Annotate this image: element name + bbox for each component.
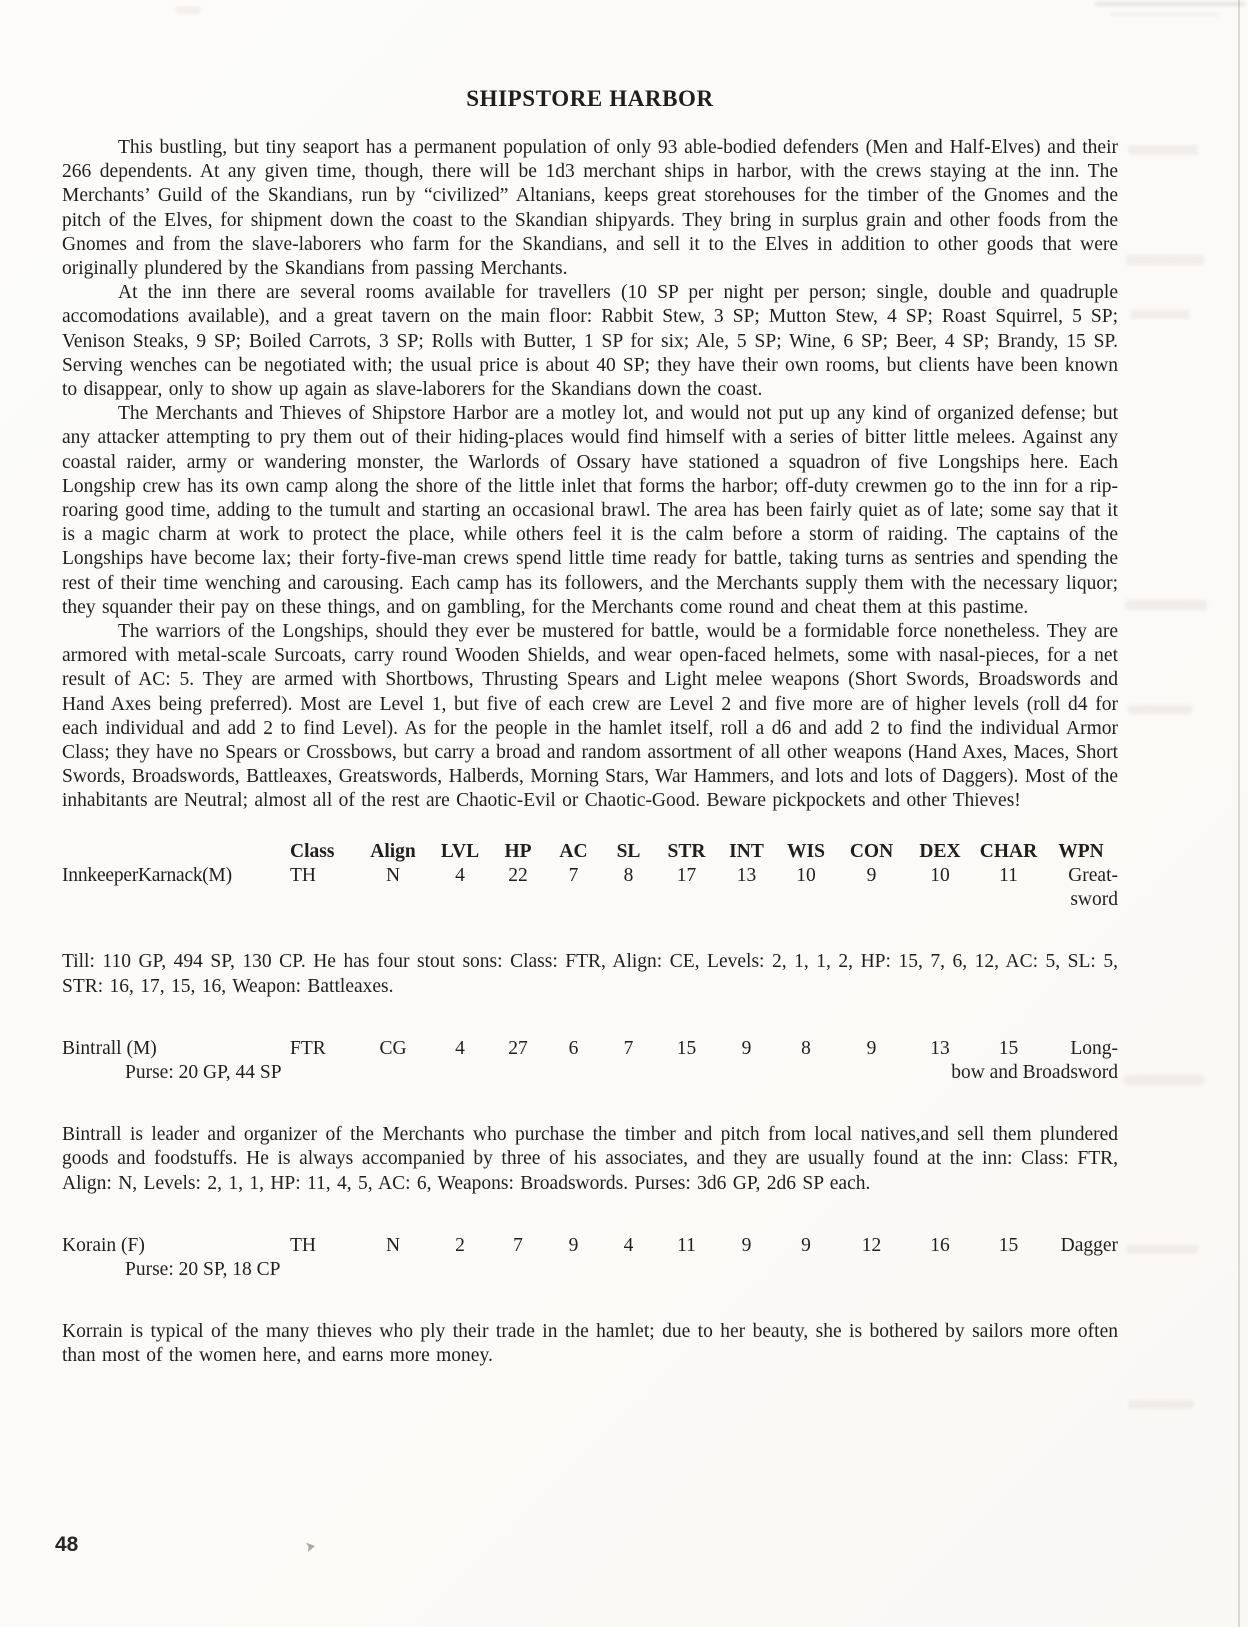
text-column <box>62 0 1118 1369</box>
stat-value: 2 <box>455 1234 465 1256</box>
stat-value: 4 <box>455 1037 465 1059</box>
stat-header: STR <box>667 840 706 862</box>
stat-value: 15 <box>998 1234 1019 1256</box>
stat-header: WIS <box>787 840 825 862</box>
stat-header: INT <box>729 840 764 862</box>
stat-header: HP <box>504 840 532 862</box>
purse-value: Purse: 20 SP, 18 CP <box>125 1258 281 1280</box>
weapon-value: Great- <box>1068 864 1118 886</box>
stat-value: 11 <box>999 864 1018 886</box>
stat-value: 8 <box>801 1037 811 1059</box>
stat-value: N <box>385 864 401 886</box>
body-paragraph: The Merchants and Thieves of Shipstore Harbor are a motley lot, and would not put up any kind of organized defense; but any attacker attempting to pry them out of their hiding-places would find himself with a series of bitter little melees. Against any coastal raider, army or wandering monster, the Warlords of Ossary have stationed a squadron of five Longships here. Each Longship crew has its own camp along the shore of the little inlet that forms the harbor; off-duty crewmen go to the inn for a rip-roaring good time, adding to the tumult and starting an occasional brawl. The area has been fairly quiet as of late; some say that it is a magic charm at work to protect the place, while others feel it is the calm before a storm of raiding. The captains of the Longships have become lax; their forty-five-man crews spend little time ready for battle, taking turns as sentries and spending the rest of their time wenching and carousing. Each camp has its followers, and the Merchants supply them with the necessary liquor; they squander their pay on these things, and on gambling, for the Merchants come round and cheat them at this pastime. <box>62 403 1118 618</box>
stat-value: 8 <box>623 864 634 886</box>
stat-value: 9 <box>866 864 877 886</box>
npc-stat-table <box>62 840 1118 1369</box>
stat-header: CON <box>849 840 894 862</box>
scan-artifact <box>1126 255 1204 265</box>
stat-value: TH <box>290 1234 316 1256</box>
stat-value: 13 <box>930 1037 950 1059</box>
npc-name: Korain (F) <box>62 1234 145 1256</box>
stat-value: 27 <box>508 1037 528 1059</box>
page-edge-shadow <box>1238 0 1240 1627</box>
table-row-continuation <box>62 1061 1118 1085</box>
stat-value: 12 <box>861 1234 882 1256</box>
stat-value: 4 <box>623 1234 634 1256</box>
stat-value: 9 <box>866 1037 877 1059</box>
scan-artifact <box>1095 2 1245 6</box>
stat-value: 10 <box>796 864 816 886</box>
table-row-continuation <box>62 888 1118 912</box>
stat-value: 9 <box>801 1234 811 1256</box>
stat-value: 9 <box>741 1037 752 1059</box>
body-paragraph: This bustling, but tiny seaport has a permanent population of only 93 able-bodied defenders (Men and Half-Elves) and their 266 dependents. At any given time, though, there will be 1d3 merchant ships in harbor, with the crews staying at the inn. The Merchants’ Guild of the Skandians, run by “civilized” Altanians, keeps great storehouses for the timber of the Gnomes and the pitch of the Elves, for shipment down the coast to the Skandian shipyards. They bring in surplus grain and other foods from the Gnomes and from the slave-laborers who farm for the Skandians, and sell it to the Elves in addition to other goods that were originally plundered by the Skandians from passing Merchants. <box>62 137 1118 280</box>
table-row-korain <box>62 1234 1118 1258</box>
npc-note: Till: 110 GP, 494 SP, 130 CP. He has four stout sons: Class: FTR, Align: CE, Levels: 2, 1, 1, 2, HP: 15, 7, 6, 12, AC: 5, SL: 5, STR: 16, 17, 15, 16, Weapon: Battleaxes. <box>62 951 1118 997</box>
stat-header: LVL <box>440 840 480 862</box>
weapon-value-continuation: bow and Broadsword <box>951 1061 1118 1083</box>
page-number: 48 <box>55 1533 79 1556</box>
scan-artifact <box>175 7 201 14</box>
table-row-innkeeper-karnack <box>62 864 1118 888</box>
page-title: SHIPSTORE HARBOR <box>466 86 714 111</box>
npc-name: Bintrall (M) <box>62 1037 157 1059</box>
stat-value: 13 <box>736 864 757 886</box>
stat-value: 9 <box>741 1234 752 1256</box>
body-paragraph: At the inn there are several rooms available for travellers (10 SP per night per person; single, double and quadruple accomodations available), and a great tavern on the main floor: Rabbit Stew, 3 SP; Mutton Stew, 4 SP; Roast Squirrel, 5 SP; Venison Steaks, 9 SP; Boiled Carrots, 3 SP; Rolls with Butter, 1 SP for six; Ale, 5 SP; Wine, 6 SP; Beer, 4 SP; Brandy, 15 SP. Serving wenches can be negotiated with; the usual price is about 40 SP; they have their own rooms, but clients have been known to disappear, only to show up again as slave-laborers for the Skandians down the coast. <box>62 282 1118 401</box>
npc-note: Korrain is typical of the many thieves who ply their trade in the hamlet; due to her beauty, she is bothered by sailors more often than most of the women here, and earns more money. <box>62 1321 1118 1367</box>
table-row-bintrall <box>62 1037 1118 1061</box>
scan-artifact <box>1126 1245 1198 1254</box>
scan-artifact <box>1130 310 1190 319</box>
stat-value: CG <box>379 1037 407 1059</box>
scan-artifact <box>1124 1075 1204 1085</box>
body-paragraph: The warriors of the Longships, should they ever be mustered for battle, would be a formidable force nonetheless. They are armored with metal-scale Surcoats, carry round Wooden Shields, and wear open-faced helmets, some with nasal-pieces, for a net result of AC: 5. They are armed with Shortbows, Thrusting Spears and Light melee weapons (Short Swords, Broadswords and Hand Axes being preferred). Most are Level 1, but five of each crew are Level 2 and five more are of higher levels (roll d4 for each individual and add 2 to find Level). As for the people in the hamlet itself, roll a d6 and add 2 to find the individual Armor Class; they have no Spears or Crossbows, but carry a broad and random assortment of all other weapons (Hand Axes, Maces, Short Swords, Broadswords, Battleaxes, Greatswords, Halberds, Morning Stars, War Hammers, and lots and lots of Daggers). Most of the inhabitants are Neutral; almost all of the rest are Chaotic-Evil or Chaotic-Good. Beware pickpockets and other Thieves! <box>62 621 1118 812</box>
stat-value: 15 <box>676 1037 697 1059</box>
stat-value: 6 <box>568 1037 579 1059</box>
scan-artifact <box>1125 600 1207 610</box>
stat-value: TH <box>290 864 316 886</box>
scan-artifact <box>1128 145 1198 155</box>
stat-header: DEX <box>919 840 961 862</box>
npc-name: Innkeeper Karnack (M) <box>62 864 232 886</box>
weapon-value: Long- <box>1070 1037 1118 1059</box>
stat-value: N <box>385 1234 401 1256</box>
purse-value: Purse: 20 GP, 44 SP <box>125 1061 282 1083</box>
weapon-value-continuation: sword <box>1070 889 1118 911</box>
stat-header: WPN <box>1058 840 1104 862</box>
stat-value: 10 <box>930 864 950 886</box>
scan-artifact <box>1110 13 1220 16</box>
stat-header: SL <box>616 840 641 862</box>
stat-value: 17 <box>676 864 697 886</box>
weapon-value: Dagger <box>1060 1234 1118 1256</box>
scan-artifact <box>306 1541 315 1552</box>
scan-artifact <box>1128 1400 1194 1409</box>
scan-artifact <box>1128 705 1192 714</box>
stat-value: 22 <box>508 864 528 886</box>
stat-value: 4 <box>455 864 465 886</box>
stat-header: Class <box>290 840 335 862</box>
stat-header: CHAR <box>979 840 1038 862</box>
table-row-continuation <box>62 1258 1118 1282</box>
stat-value: 11 <box>677 1234 696 1256</box>
stat-value: FTR <box>290 1037 326 1059</box>
stat-table-header-row <box>62 840 1118 864</box>
stat-header: AC <box>559 840 588 862</box>
stat-value: 7 <box>513 1234 523 1256</box>
stat-value: 15 <box>998 1037 1019 1059</box>
stat-value: 7 <box>568 864 579 886</box>
stat-value: 7 <box>623 1037 634 1059</box>
stat-header: Align <box>370 840 416 862</box>
stat-value: 16 <box>930 1234 950 1256</box>
stat-value: 9 <box>568 1234 579 1256</box>
npc-note: Bintrall is leader and organizer of the Merchants who purchase the timber and pitch from local natives,and sell them plundered goods and foodstuffs. He is always accompanied by three of his associates, and they are usually found at the inn: Class: FTR, Align: N, Levels: 2, 1, 1, HP: 11, 4, 5, AC: 6, Weapons: Broadswords. Purses: 3d6 GP, 2d6 SP each. <box>62 1124 1118 1194</box>
